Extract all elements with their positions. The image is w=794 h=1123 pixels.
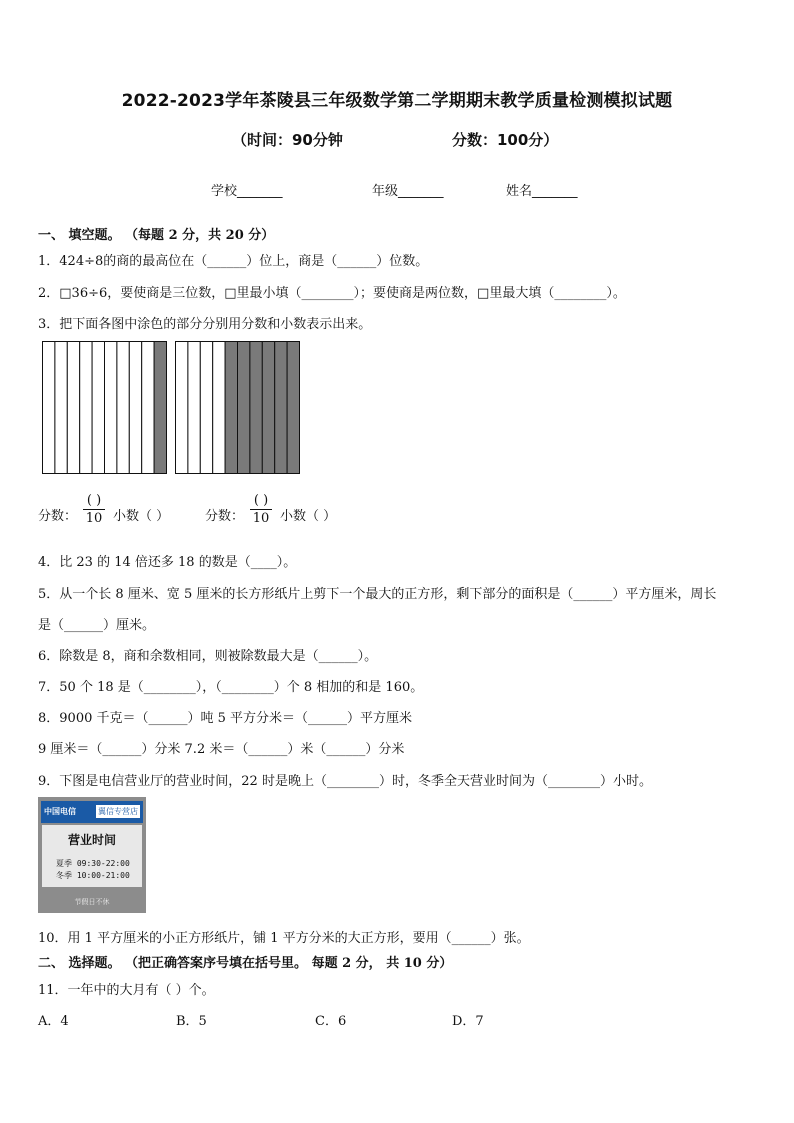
exam-score: 分数：100分）	[452, 131, 559, 149]
decimal-label-2: 小数（ ）	[280, 509, 337, 524]
strip	[117, 342, 129, 474]
section-1-heading: 一、 填空题。 （每题 2 分，共 20 分）	[38, 228, 275, 243]
question-5-line-2: 是（______）厘米。	[38, 618, 156, 633]
question-8-line-2: 9 厘米＝（______）分米 7.2 米＝（______）米（______）分米	[38, 742, 405, 757]
store-name: 翼信专营店	[98, 807, 138, 816]
question-1: 1．424÷8的商的最高位在（______）位上，商是（______）位数。	[38, 254, 429, 269]
question-9: 9．下图是电信营业厅的营业时间，22 时是晚上（________）时，冬季全天营业时间为（________）小时。	[38, 774, 652, 789]
fraction-1	[83, 493, 105, 528]
strip	[287, 342, 299, 474]
fraction-2	[250, 493, 272, 528]
holiday-note: 节假日不休	[74, 898, 110, 906]
page-title: 2022-2023学年茶陵县三年级数学第二学期期末教学质量检测模拟试题	[121, 91, 673, 111]
sign-header	[41, 801, 143, 823]
hours-board	[42, 825, 142, 887]
question-6: 6．除数是 8，商和余数相同，则被除数最大是（______）。	[38, 649, 378, 664]
question-11: 11．一年中的大月有（ ）个。	[38, 983, 215, 998]
fraction-2-denominator: 10	[252, 511, 270, 526]
strip-grid-1	[42, 341, 169, 475]
strip	[200, 342, 212, 474]
strip	[55, 342, 67, 474]
fraction-2-numerator: ( )	[250, 493, 272, 510]
option-b: B．5	[176, 1014, 207, 1029]
strip	[92, 342, 104, 474]
question-5-line-1: 5．从一个长 8 厘米、宽 5 厘米的长方形纸片上剪下一个最大的正方形，剩下部分的面积是（______）平方厘米，周长	[38, 587, 717, 602]
option-d: D．7	[452, 1014, 484, 1029]
strip	[188, 342, 200, 474]
strip	[43, 342, 55, 474]
strip	[225, 342, 237, 474]
strip-grid-2	[175, 341, 302, 475]
strip	[275, 342, 287, 474]
strip	[213, 342, 225, 474]
fraction-label-1: 分数：	[38, 509, 78, 524]
question-3: 3．把下面各图中涂色的部分分别用分数和小数表示出来。	[38, 317, 372, 332]
strip	[238, 342, 250, 474]
summer-hours: 夏季 09:30-22:00	[56, 859, 130, 868]
strip	[129, 342, 141, 474]
fraction-1-numerator: ( )	[83, 493, 105, 510]
question-4: 4．比 23 的 14 倍还多 18 的数是（____）。	[38, 555, 297, 570]
business-hours-sign	[38, 797, 146, 913]
strip	[80, 342, 92, 474]
section-2-heading: 二、 选择题。 （把正确答案序号填在括号里。 每题 2 分， 共 10 分）	[38, 956, 453, 971]
strip	[154, 342, 166, 474]
grade-field: 年级_______	[372, 184, 444, 199]
option-a: A．4	[38, 1014, 69, 1029]
hours-title: 营业时间	[67, 833, 116, 847]
winter-hours: 冬季 10:00-21:00	[56, 871, 130, 880]
question-10: 10．用 1 平方厘米的小正方形纸片，铺 1 平方分米的大正方形，要用（______）张。	[38, 931, 530, 946]
exam-time: （时间：90分钟	[232, 131, 343, 149]
decimal-label-1: 小数（ ）	[113, 509, 170, 524]
strip	[176, 342, 188, 474]
fraction-label-2: 分数：	[205, 509, 245, 524]
question-7: 7．50 个 18 是（________），（________）个 8 相加的和是 160。	[38, 680, 424, 695]
telecom-logo: 中国电信	[44, 807, 76, 816]
school-field: 学校_______	[211, 184, 283, 199]
question-2: 2．□36÷6，要使商是三位数，□里最小填（________）；要使商是两位数，□里最大填（________）。	[38, 286, 626, 301]
fraction-1-denominator: 10	[85, 511, 103, 526]
strip	[67, 342, 79, 474]
option-c: C．6	[315, 1014, 347, 1029]
strip	[262, 342, 274, 474]
strip	[142, 342, 154, 474]
question-8-line-1: 8．9000 千克＝（______）吨 5 平方分米＝（______）平方厘米	[38, 711, 413, 726]
strip	[250, 342, 262, 474]
strip	[105, 342, 117, 474]
name-field: 姓名_______	[506, 184, 578, 199]
